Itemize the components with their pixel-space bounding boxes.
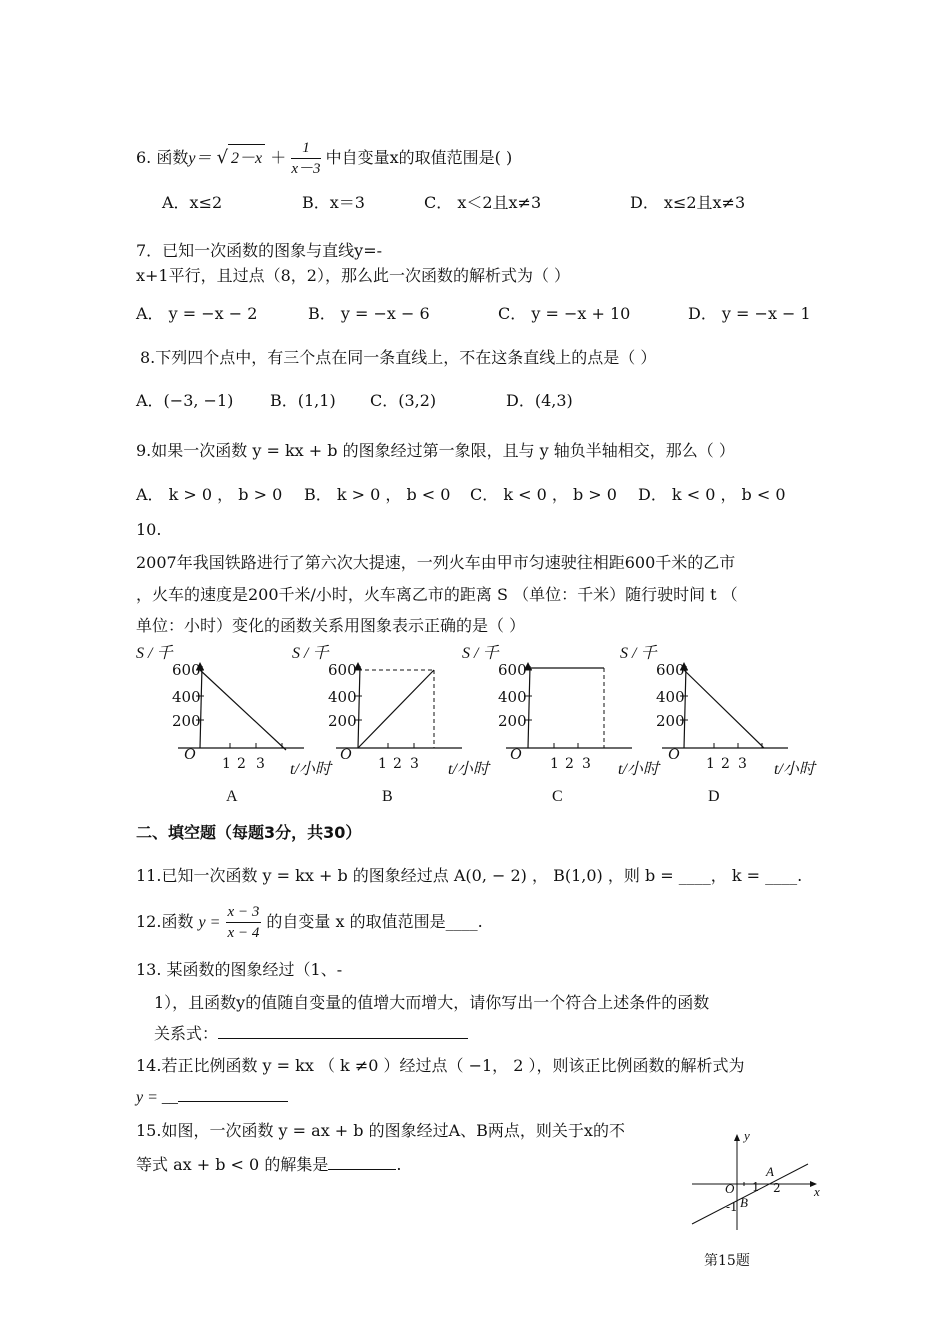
graph-b-tick-200: 200 <box>328 712 357 730</box>
q6-frac-num: 1 <box>291 138 320 159</box>
q15-line1: 15.如图，一次函数 y = ax + b 的图象经过A、B两点，则关于x的不 <box>136 1121 625 1140</box>
q6-option-c[interactable]: C． x＜2且x≠3 <box>424 193 542 212</box>
q14-answer-blank[interactable] <box>178 1085 288 1102</box>
q10-line2: ，火车的速度是200千米/小时，火车离乙市的距离 S （单位：千米）随行驶时间 t （ <box>136 585 738 604</box>
q6-option-a[interactable]: A．x≤2 <box>162 193 223 212</box>
q10-line1: 2007年我国铁路进行了第六次大提速，一列火车由甲市匀速驶往相距600千米的乙市 <box>136 553 736 572</box>
q15-fig-y: y <box>744 1128 750 1143</box>
q12-prefix: 12.函数 <box>136 912 194 931</box>
q6-y: y＝ <box>188 150 212 167</box>
q13-answer-blank[interactable] <box>218 1020 468 1039</box>
graph-a-tick-600: 600 <box>172 661 201 679</box>
q9-option-a[interactable]: A． k > 0 ， b > 0 <box>136 485 283 504</box>
q6-suffix: 中自变量x的取值范围是( ) <box>325 148 513 167</box>
q6-fraction <box>291 138 320 179</box>
q6-radicand: 2－x <box>228 144 265 168</box>
q6-frac-den: x－3 <box>291 161 321 177</box>
graph-a-xtick-1: 1 <box>222 756 231 772</box>
graph-c-origin: O <box>510 746 522 763</box>
graph-d-x-label: t/小时 <box>774 761 815 778</box>
q6-plus: ＋ <box>270 148 287 167</box>
q15-line2-end: . <box>396 1155 402 1174</box>
graph-b-tick-400: 400 <box>328 688 357 706</box>
graph-b-label[interactable]: B <box>382 788 393 805</box>
q12-y: y = <box>198 914 221 931</box>
q14-line2-label: y = __ <box>136 1089 178 1106</box>
graph-d-origin: O <box>668 746 680 763</box>
q8-text: 8.下列四个点中，有三个点在同一条直线上，不在这条直线上的点是（ ） <box>140 348 657 367</box>
q7-option-a[interactable]: A． y = −x − 2 <box>136 304 258 323</box>
graph-c-xtick-1: 1 <box>550 756 559 772</box>
graph-c-y-label: S / 千 <box>462 645 499 662</box>
q15-fig-2: 2 <box>773 1181 781 1195</box>
q15-fig-origin: O <box>725 1181 735 1196</box>
graph-a-label[interactable]: A <box>226 788 238 805</box>
q7-option-d[interactable]: D． y = −x − 1 <box>688 304 811 323</box>
q15-fig-a: A <box>766 1164 774 1179</box>
graph-b-origin: O <box>340 746 352 763</box>
q7-line1: 7．已知一次函数的图象与直线y=- <box>136 241 383 260</box>
q12-fraction <box>226 902 262 943</box>
q6-option-b[interactable]: B．x＝3 <box>302 193 365 212</box>
q13-line3 <box>154 1020 468 1044</box>
q15-fig-neg1: -1 <box>726 1200 738 1214</box>
graph-d-label[interactable]: D <box>708 788 720 805</box>
q9-option-b[interactable]: B． k > 0 ， b < 0 <box>304 485 451 504</box>
section-2-title: 二、填空题（每题3分，共30） <box>136 823 362 842</box>
graph-d-xtick-2: 2 <box>721 756 730 772</box>
q10-line3: 单位：小时）变化的函数关系用图象表示正确的是（ ） <box>136 616 526 635</box>
q8-option-a[interactable]: A．(−3, −1) <box>136 391 234 410</box>
q7-option-c[interactable]: C． y = −x + 10 <box>498 304 631 323</box>
q13-line1: 13. 某函数的图象经过（1、- <box>136 960 343 979</box>
q12-frac-den: x − 4 <box>227 925 260 941</box>
graph-c-label[interactable]: C <box>552 788 563 805</box>
graph-b-xtick-1: 1 <box>378 756 387 772</box>
q15-figure <box>686 1126 826 1236</box>
q15-fig-1: 1 <box>752 1180 760 1194</box>
graph-b-y-label: S / 千 <box>292 645 329 662</box>
q9-option-d[interactable]: D． k < 0 ， b < 0 <box>638 485 786 504</box>
q6-prefix: 6. 函数 <box>136 148 189 167</box>
graph-a-y-label: S / 千 <box>136 645 173 662</box>
graph-c-xtick-3: 3 <box>582 756 591 772</box>
graph-d-y-label: S / 千 <box>620 645 657 662</box>
q12-suffix: 的自变量 x 的取值范围是____. <box>266 912 483 931</box>
q9-option-c[interactable]: C． k < 0 ， b > 0 <box>470 485 617 504</box>
graph-c-x-label: t/小时 <box>618 761 659 778</box>
q15-answer-blank[interactable] <box>328 1153 396 1170</box>
graph-b-tick-600: 600 <box>328 661 357 679</box>
q8-option-d[interactable]: D．(4,3) <box>506 391 573 410</box>
q13-line2: 1），且函数y的值随自变量的值增大而增大，请你写出一个符合上述条件的函数 <box>154 993 710 1012</box>
graph-b-x-label: t/小时 <box>448 761 489 778</box>
graph-a-x-label: t/小时 <box>290 761 331 778</box>
q15-line2 <box>136 1152 401 1175</box>
graph-a-xtick-3: 3 <box>256 756 265 772</box>
q8-option-b[interactable]: B．(1,1) <box>270 391 336 410</box>
graph-d-xtick-3: 3 <box>738 756 747 772</box>
q8-option-c[interactable]: C．(3,2) <box>370 391 437 410</box>
graph-b-xtick-3: 3 <box>410 756 419 772</box>
q12 <box>136 902 483 943</box>
graph-a-origin: O <box>184 746 196 763</box>
q12-frac-num: x − 3 <box>226 902 262 923</box>
graph-b-xtick-2: 2 <box>393 756 402 772</box>
q11-text: 11.已知一次函数 y = kx + b 的图象经过点 A(0, − 2) ， B(1,0) ，则 b = ____， k = ____. <box>136 866 803 885</box>
graph-a-tick-200: 200 <box>172 712 201 730</box>
graph-d-tick-400: 400 <box>656 688 685 706</box>
graph-c-tick-400: 400 <box>498 688 527 706</box>
q9-text: 9.如果一次函数 y = kx + b 的图象经过第一象限，且与 y 轴负半轴相交，那么（ ） <box>136 441 735 460</box>
graph-d-xtick-1: 1 <box>706 756 715 772</box>
q14-line1: 14.若正比例函数 y = kx （ k ≠0 ）经过点（ −1， 2 ），则该正比例函数的解析式为 <box>136 1056 745 1075</box>
q7-line2: x+1平行，且过点（8，2），那么此一次函数的解析式为（ ） <box>136 266 571 285</box>
q15-fig-x: x <box>814 1184 820 1199</box>
graph-d-tick-600: 600 <box>656 661 685 679</box>
q15-fig-b: B <box>740 1195 748 1210</box>
graph-c-tick-600: 600 <box>498 661 527 679</box>
graph-d-tick-200: 200 <box>656 712 685 730</box>
q14-line2 <box>136 1085 288 1107</box>
q7-option-b[interactable]: B． y = −x − 6 <box>308 304 430 323</box>
graph-c-tick-200: 200 <box>498 712 527 730</box>
q6: 6. 函数y＝ √ 2－x ＋ $\frac{1}{x-3}$ 中自变量x的取值范围是( ) <box>136 140 513 177</box>
q15-line2-label: 等式 ax + b < 0 的解集是 <box>136 1155 329 1174</box>
graph-a-xtick-2: 2 <box>237 756 246 772</box>
q10-number: 10. <box>136 520 162 539</box>
q6-option-d[interactable]: D． x≤2且x≠3 <box>630 193 746 212</box>
q13-line3-label: 关系式： <box>154 1024 219 1043</box>
q15-caption: 第15题 <box>704 1253 750 1269</box>
graph-c-xtick-2: 2 <box>565 756 574 772</box>
graph-a-tick-400: 400 <box>172 688 201 706</box>
